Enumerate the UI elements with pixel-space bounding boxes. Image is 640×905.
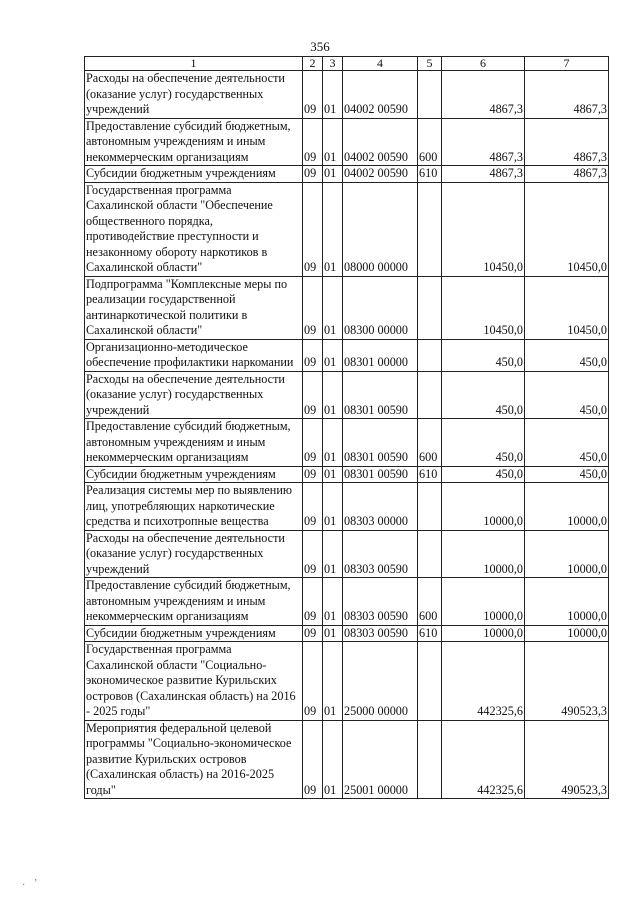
expense-type-cell xyxy=(418,642,442,721)
amount-year1-cell: 450,0 xyxy=(442,339,525,371)
row-name-cell: Предоставление субсидий бюджетным, автономным учреждениям и иным некоммерческим организациям xyxy=(85,118,303,166)
target-article-cell: 25000 00000 xyxy=(343,642,418,721)
section-code-cell: 09 xyxy=(303,466,323,483)
subsection-code-cell: 01 xyxy=(323,166,343,183)
column-number: 3 xyxy=(323,57,343,71)
amount-year1-cell: 450,0 xyxy=(442,466,525,483)
table-row xyxy=(85,466,609,483)
section-code-cell: 09 xyxy=(303,182,323,276)
section-code-cell: 09 xyxy=(303,276,323,339)
subsection-code-cell: 01 xyxy=(323,71,343,119)
table-row xyxy=(85,530,609,578)
subsection-code-cell: 01 xyxy=(323,483,343,531)
page-number: 356 xyxy=(310,39,330,54)
section-code-cell: 09 xyxy=(303,71,323,119)
amount-year1-cell: 10450,0 xyxy=(442,182,525,276)
target-article-cell: 08303 00000 xyxy=(343,483,418,531)
subsection-code-cell: 01 xyxy=(323,419,343,467)
amount-year2-cell: 450,0 xyxy=(525,419,609,467)
section-code-cell: 09 xyxy=(303,371,323,419)
amount-year2-cell: 10450,0 xyxy=(525,276,609,339)
row-name-cell: Расходы на обеспечение деятельности (оказание услуг) государственных учреждений xyxy=(85,71,303,119)
target-article-cell: 08301 00000 xyxy=(343,339,418,371)
column-number: 6 xyxy=(442,57,525,71)
amount-year2-cell: 10450,0 xyxy=(525,182,609,276)
row-name-cell: Предоставление субсидий бюджетным, автономным учреждениям и иным некоммерческим организациям xyxy=(85,419,303,467)
amount-year2-cell: 10000,0 xyxy=(525,578,609,626)
target-article-cell: 04002 00590 xyxy=(343,166,418,183)
expense-type-cell xyxy=(418,182,442,276)
section-code-cell: 09 xyxy=(303,419,323,467)
amount-year2-cell: 4867,3 xyxy=(525,71,609,119)
row-name-cell: Субсидии бюджетным учреждениям xyxy=(85,625,303,642)
amount-year1-cell: 10000,0 xyxy=(442,625,525,642)
table-row xyxy=(85,182,609,276)
target-article-cell: 04002 00590 xyxy=(343,118,418,166)
amount-year1-cell: 442325,6 xyxy=(442,720,525,799)
subsection-code-cell: 01 xyxy=(323,371,343,419)
target-article-cell: 25001 00000 xyxy=(343,720,418,799)
subsection-code-cell: 01 xyxy=(323,276,343,339)
column-number: 4 xyxy=(343,57,418,71)
table-row xyxy=(85,166,609,183)
amount-year2-cell: 10000,0 xyxy=(525,483,609,531)
expense-type-cell xyxy=(418,276,442,339)
subsection-code-cell: 01 xyxy=(323,466,343,483)
subsection-code-cell: 01 xyxy=(323,642,343,721)
target-article-cell: 04002 00590 xyxy=(343,71,418,119)
expense-type-cell xyxy=(418,339,442,371)
column-number: 2 xyxy=(303,57,323,71)
scan-mark: · xyxy=(22,880,26,891)
amount-year2-cell: 4867,3 xyxy=(525,118,609,166)
target-article-cell: 08301 00590 xyxy=(343,466,418,483)
column-number-row xyxy=(85,57,609,71)
amount-year1-cell: 4867,3 xyxy=(442,166,525,183)
target-article-cell: 08301 00590 xyxy=(343,419,418,467)
amount-year2-cell: 490523,3 xyxy=(525,642,609,721)
expense-type-cell: 610 xyxy=(418,466,442,483)
subsection-code-cell: 01 xyxy=(323,118,343,166)
scan-mark: ‚ xyxy=(34,872,38,883)
subsection-code-cell: 01 xyxy=(323,182,343,276)
expense-type-cell: 610 xyxy=(418,625,442,642)
expense-type-cell xyxy=(418,483,442,531)
subsection-code-cell: 01 xyxy=(323,720,343,799)
row-name-cell: Реализация системы мер по выявлению лиц, употребляющих наркотические средства и психотропные вещества xyxy=(85,483,303,531)
amount-year2-cell: 450,0 xyxy=(525,466,609,483)
amount-year1-cell: 10000,0 xyxy=(442,578,525,626)
amount-year2-cell: 490523,3 xyxy=(525,720,609,799)
table-body xyxy=(85,71,609,799)
expense-type-cell xyxy=(418,371,442,419)
row-name-cell: Субсидии бюджетным учреждениям xyxy=(85,166,303,183)
budget-table xyxy=(84,56,609,799)
section-code-cell: 09 xyxy=(303,578,323,626)
amount-year2-cell: 450,0 xyxy=(525,371,609,419)
row-name-cell: Организационно-методическое обеспечение профилактики наркомании xyxy=(85,339,303,371)
expense-type-cell: 610 xyxy=(418,166,442,183)
amount-year1-cell: 442325,6 xyxy=(442,642,525,721)
expense-type-cell: 600 xyxy=(418,578,442,626)
table-row xyxy=(85,720,609,799)
row-name-cell: Субсидии бюджетным учреждениям xyxy=(85,466,303,483)
section-code-cell: 09 xyxy=(303,166,323,183)
target-article-cell: 08303 00590 xyxy=(343,625,418,642)
target-article-cell: 08301 00590 xyxy=(343,371,418,419)
amount-year2-cell: 10000,0 xyxy=(525,530,609,578)
amount-year2-cell: 10000,0 xyxy=(525,625,609,642)
table-row xyxy=(85,625,609,642)
row-name-cell: Расходы на обеспечение деятельности (оказание услуг) государственных учреждений xyxy=(85,530,303,578)
row-name-cell: Государственная программа Сахалинской области "Обеспечение общественного порядка, противодействие преступности и незаконному обороту наркотиков в Сахалинской области" xyxy=(85,182,303,276)
section-code-cell: 09 xyxy=(303,720,323,799)
row-name-cell: Расходы на обеспечение деятельности (оказание услуг) государственных учреждений xyxy=(85,371,303,419)
target-article-cell: 08000 00000 xyxy=(343,182,418,276)
amount-year1-cell: 10000,0 xyxy=(442,483,525,531)
table-row xyxy=(85,276,609,339)
row-name-cell: Мероприятия федеральной целевой программы "Социально-экономическое развитие Курильских островов (Сахалинская область) на 2016-2025 годы" xyxy=(85,720,303,799)
subsection-code-cell: 01 xyxy=(323,339,343,371)
table-row xyxy=(85,483,609,531)
table-row xyxy=(85,578,609,626)
expense-type-cell: 600 xyxy=(418,419,442,467)
column-number: 5 xyxy=(418,57,442,71)
table-row xyxy=(85,339,609,371)
amount-year2-cell: 450,0 xyxy=(525,339,609,371)
section-code-cell: 09 xyxy=(303,642,323,721)
amount-year1-cell: 450,0 xyxy=(442,371,525,419)
amount-year1-cell: 10450,0 xyxy=(442,276,525,339)
section-code-cell: 09 xyxy=(303,339,323,371)
section-code-cell: 09 xyxy=(303,483,323,531)
section-code-cell: 09 xyxy=(303,530,323,578)
table-row xyxy=(85,419,609,467)
row-name-cell: Предоставление субсидий бюджетным, автономным учреждениям и иным некоммерческим организациям xyxy=(85,578,303,626)
target-article-cell: 08303 00590 xyxy=(343,530,418,578)
amount-year1-cell: 10000,0 xyxy=(442,530,525,578)
subsection-code-cell: 01 xyxy=(323,530,343,578)
section-code-cell: 09 xyxy=(303,118,323,166)
table-row xyxy=(85,118,609,166)
amount-year1-cell: 4867,3 xyxy=(442,118,525,166)
expense-type-cell xyxy=(418,720,442,799)
column-number: 1 xyxy=(85,57,303,71)
target-article-cell: 08303 00590 xyxy=(343,578,418,626)
section-code-cell: 09 xyxy=(303,625,323,642)
row-name-cell: Государственная программа Сахалинской области "Социально-экономическое развитие Курильских островов (Сахалинская область) на 2016 - 2025 годы" xyxy=(85,642,303,721)
amount-year1-cell: 450,0 xyxy=(442,419,525,467)
amount-year2-cell: 4867,3 xyxy=(525,166,609,183)
table-row xyxy=(85,71,609,119)
expense-type-cell xyxy=(418,530,442,578)
subsection-code-cell: 01 xyxy=(323,625,343,642)
subsection-code-cell: 01 xyxy=(323,578,343,626)
table-row xyxy=(85,642,609,721)
expense-type-cell: 600 xyxy=(418,118,442,166)
table-row xyxy=(85,371,609,419)
row-name-cell: Подпрограмма "Комплексные меры по реализации государственной антинаркотической политики в Сахалинской области" xyxy=(85,276,303,339)
expense-type-cell xyxy=(418,71,442,119)
column-number: 7 xyxy=(525,57,609,71)
amount-year1-cell: 4867,3 xyxy=(442,71,525,119)
target-article-cell: 08300 00000 xyxy=(343,276,418,339)
